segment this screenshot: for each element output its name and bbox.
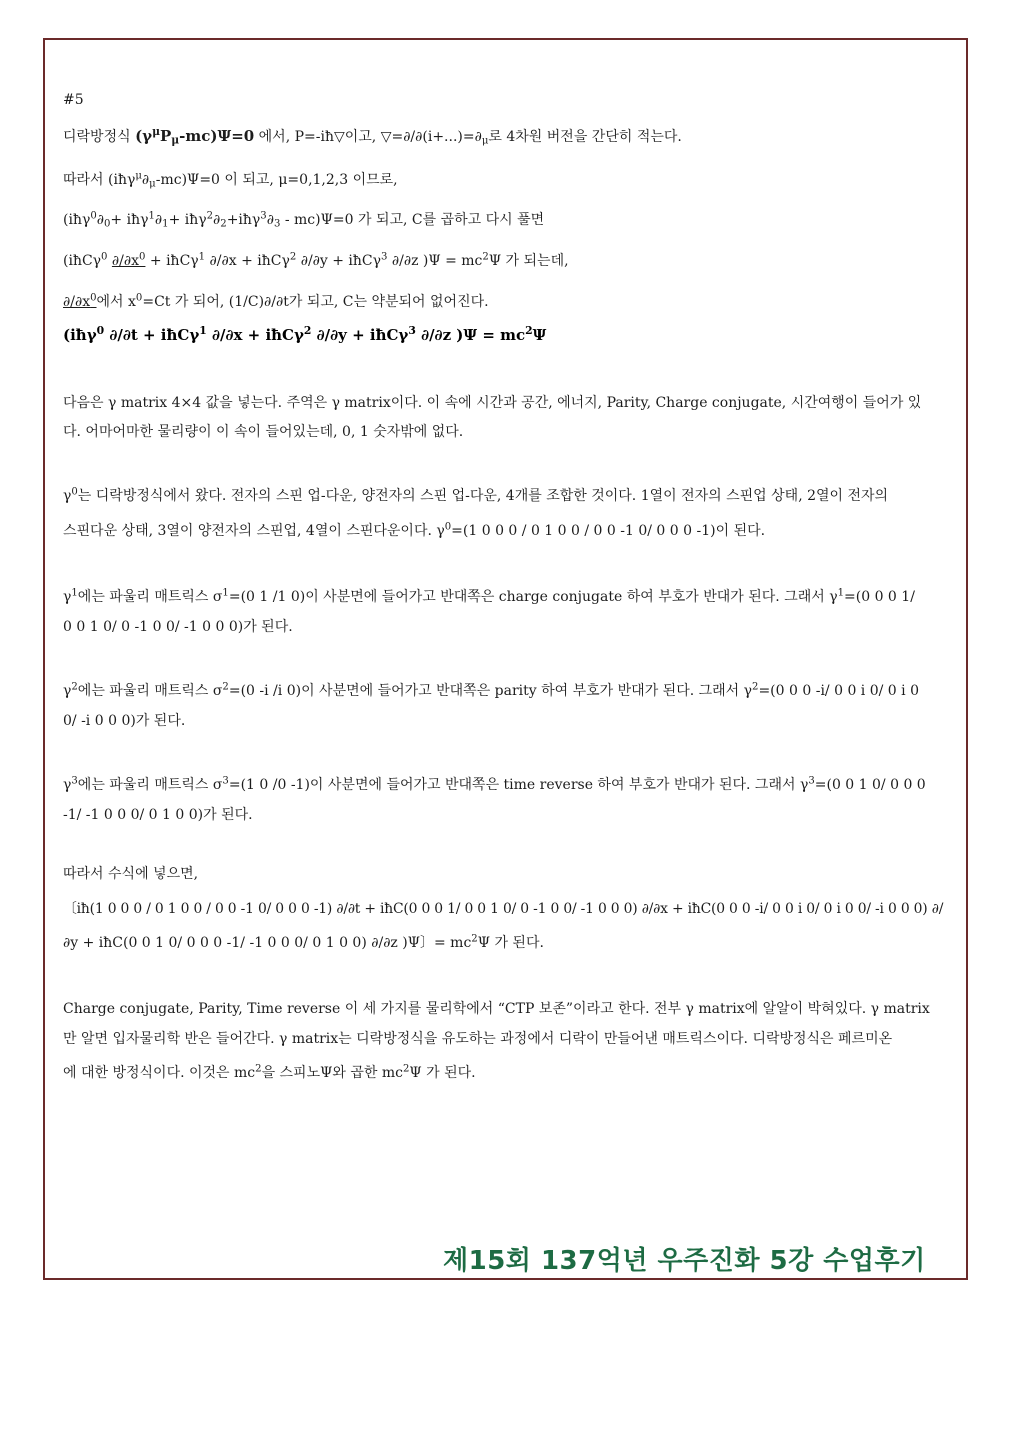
gamma1-paragraph-line-2: 0 0 1 0/ 0 -1 0 0/ -1 0 0 0)가 된다. — [63, 619, 293, 635]
gamma1-paragraph-line-1: $\gamma^1$에는 파울리 매트릭스 $\sigma^1=(0$ 1 /1 0)이 사분면에 들어가고 반대쪽은 charge conjugate 하여 부호가 반대가 된다. 그래서 $\gamma^1=(0$ 0 0 1/ — [63, 587, 915, 605]
section-number: #5 — [63, 92, 84, 108]
gamma3-paragraph-line-2: -1/ -1 0 0 0/ 0 1 0 0)가 된다. — [63, 807, 253, 823]
gamma-matrix-paragraph-line-2: 다. 어마어마한 물리량이 이 속이 들어있는데, 0, 1 숫자밖에 없다. — [63, 424, 464, 440]
ctp-paragraph-line-1: Charge conjugate, Parity, Time reverse 이 세 가지를 물리학에서 “CTP 보존”이라고 한다. 전부 γ matrix에 알알이 박혀있다. γ matrix — [63, 1001, 930, 1017]
gamma0-paragraph-line-1: $\gamma^0$는 디락방정식에서 왔다. 전자의 스핀 업-다운, 양전자의 스핀 업-다운, 4개를 조합한 것이다. 1열이 전자의 스핀업 상태, 2열이 전자의 — [63, 486, 889, 504]
gamma-matrix-paragraph-line-1: 다음은 γ matrix 4×4 값을 넣는다. 주역은 γ matrix이다. 이 속에 시간과 공간, 에너지, Parity, Charge conjugate, 시간여행이 들어가 있 — [63, 395, 922, 411]
dirac-equation-result: (iħγ$^0$ ∂/∂t + iħCγ$^1$ ∂/∂x + iħCγ$^2$ ∂/∂y + iħCγ$^3$ ∂/∂z )$\Psi = mc^2\Psi$ — [63, 324, 547, 344]
gamma3-paragraph-line-1: $\gamma^3$에는 파울리 매트릭스 $\sigma^3=(1$ 0 /0 -1)이 사분면에 들어가고 반대쪽은 time reverse 하여 부호가 반대가 된다. 그래서 $\gamma^3=(0$ 0 1 0/ 0 0 0 — [63, 775, 926, 793]
expanded-form-line: ($iħ\gamma^0\partial_0+$ $iħ\gamma^1\partial_1+$ $iħ\gamma^2\partial_2+iħ\gamma^3\partial_3 - mc)\Psi=0$ 가 되고, C를 곱하고 다시 풀면 — [63, 210, 545, 230]
ctp-paragraph-line-3: 에 대한 방정식이다. 이것은 $mc^2$을 스피노Ψ와 곱한 $mc^2\Psi$ 가 된다. — [63, 1063, 476, 1081]
dirac-equation-intro: 디락방정식 $(\gamma^\mu P_\mu-mc)\Psi=0$ 에서, P=-iħ▽이고, $▽=\partial/\partial(i+...)=\partial_\mu$로 4차원 버전을 간단히 적는다. — [63, 125, 682, 147]
full-equation-line-1: 〔iħ(1 0 0 0 / 0 1 0 0 / 0 0 -1 0/ 0 0 0 -1) ∂/∂t + iħC(0 0 0 1/ 0 0 1 0/ 0 -1 0 0/ -1 0 0 0) ∂/∂x + iħC(0 0 0 -i/ 0 0 i 0/ 0 i 0 0/ -i 0 0 0) ∂/ — [63, 901, 944, 917]
ctp-paragraph-line-2: 만 알면 입자물리학 반은 들어간다. γ matrix는 디락방정식을 유도하는 과정에서 디락이 만들어낸 매트릭스이다. 디락방정식은 페르미온 — [63, 1031, 893, 1047]
time-substitution-line: $\partial/\partial x^0$에서 $x^0=Ct$ 가 되어, (1/C)∂/∂t가 되고, C는 약분되어 없어진다. — [63, 292, 489, 310]
substitution-heading: 따라서 수식에 넣으면, — [63, 866, 199, 882]
gamma0-paragraph-line-2: 스핀다운 상태, 3열이 양전자의 스핀업, 4열이 스핀다운이다. $\gamma^0=(1$ 0 0 0 / 0 1 0 0 / 0 0 -1 0/ 0 0 0 -1)이 된다. — [63, 521, 766, 539]
c-multiplied-line: (iħCγ$^0$ $\partial/\partial x^0$ + iħCγ$^1$ ∂/∂x + iħCγ$^2$ ∂/∂y + iħCγ$^3$ ∂/∂z )$\Psi = mc^2\Psi$ 가 되는데, — [63, 251, 569, 269]
covariant-form-line: 따라서 $(iħ\gamma^\mu\partial_\mu-mc)\Psi=0$ 이 되고, μ=0,1,2,3 이므로, — [63, 170, 398, 190]
gamma2-paragraph-line-1: $\gamma^2$에는 파울리 매트릭스 $\sigma^2=(0$ -i /i 0)이 사분면에 들어가고 반대쪽은 parity 하여 부호가 반대가 된다. 그래서 $\gamma^2=(0$ 0 0 -i/ 0 0 i 0/ 0 i 0 — [63, 681, 920, 699]
gamma2-paragraph-line-2: 0/ -i 0 0 0)가 된다. — [63, 713, 186, 729]
full-equation-line-2: ∂y + iħC(0 0 1 0/ 0 0 0 -1/ -1 0 0 0/ 0 1 0 0) ∂/∂z )Ψ〕= $mc^2\Psi$ 가 된다. — [63, 933, 544, 951]
lecture-review-title: 제15회 137억년 우주진화 5강 수업후기 — [443, 1246, 926, 1276]
